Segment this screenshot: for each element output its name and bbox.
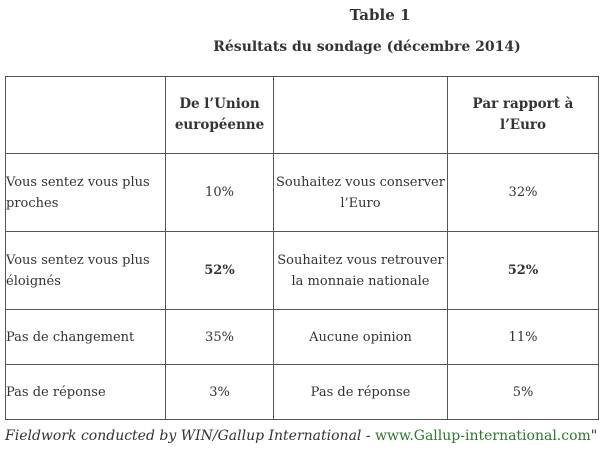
euro-question: Souhaitez vous retrouver la monnaie nationale — [274, 232, 448, 310]
union-value: 52% — [166, 232, 274, 310]
gallup-link[interactable]: www.Gallup-international.com — [375, 428, 591, 444]
row-label: Pas de réponse — [6, 365, 166, 420]
euro-value: 52% — [448, 232, 599, 310]
header-row — [6, 77, 599, 154]
header-union-europeenne: De l’Union européenne — [166, 77, 274, 154]
table-title: Table 1 — [349, 6, 411, 24]
footer-trailing: " — [590, 428, 598, 444]
euro-value: 11% — [448, 310, 599, 365]
euro-value: 5% — [448, 365, 599, 420]
row-label: Pas de changement — [6, 310, 166, 365]
union-value: 3% — [166, 365, 274, 420]
survey-table — [5, 76, 599, 420]
row-label: Vous sentez vous plus proches — [6, 154, 166, 232]
header-empty-1 — [6, 77, 166, 154]
table-row — [6, 232, 599, 310]
source-footer — [5, 428, 597, 444]
header-euro: Par rapport à l’Euro — [448, 77, 599, 154]
union-value: 10% — [166, 154, 274, 232]
euro-question: Souhaitez vous conserver l’Euro — [274, 154, 448, 232]
euro-value: 32% — [448, 154, 599, 232]
euro-question: Pas de réponse — [274, 365, 448, 420]
header-empty-2 — [274, 77, 448, 154]
table-row — [6, 365, 599, 420]
table-subtitle: Résultats du sondage (décembre 2014) — [213, 39, 521, 55]
table-row — [6, 154, 599, 232]
row-label: Vous sentez vous plus éloignés — [6, 232, 166, 310]
footer-text: Fieldwork conducted by WIN/Gallup International - — [5, 428, 376, 444]
euro-question: Aucune opinion — [274, 310, 448, 365]
union-value: 35% — [166, 310, 274, 365]
table-row — [6, 310, 599, 365]
